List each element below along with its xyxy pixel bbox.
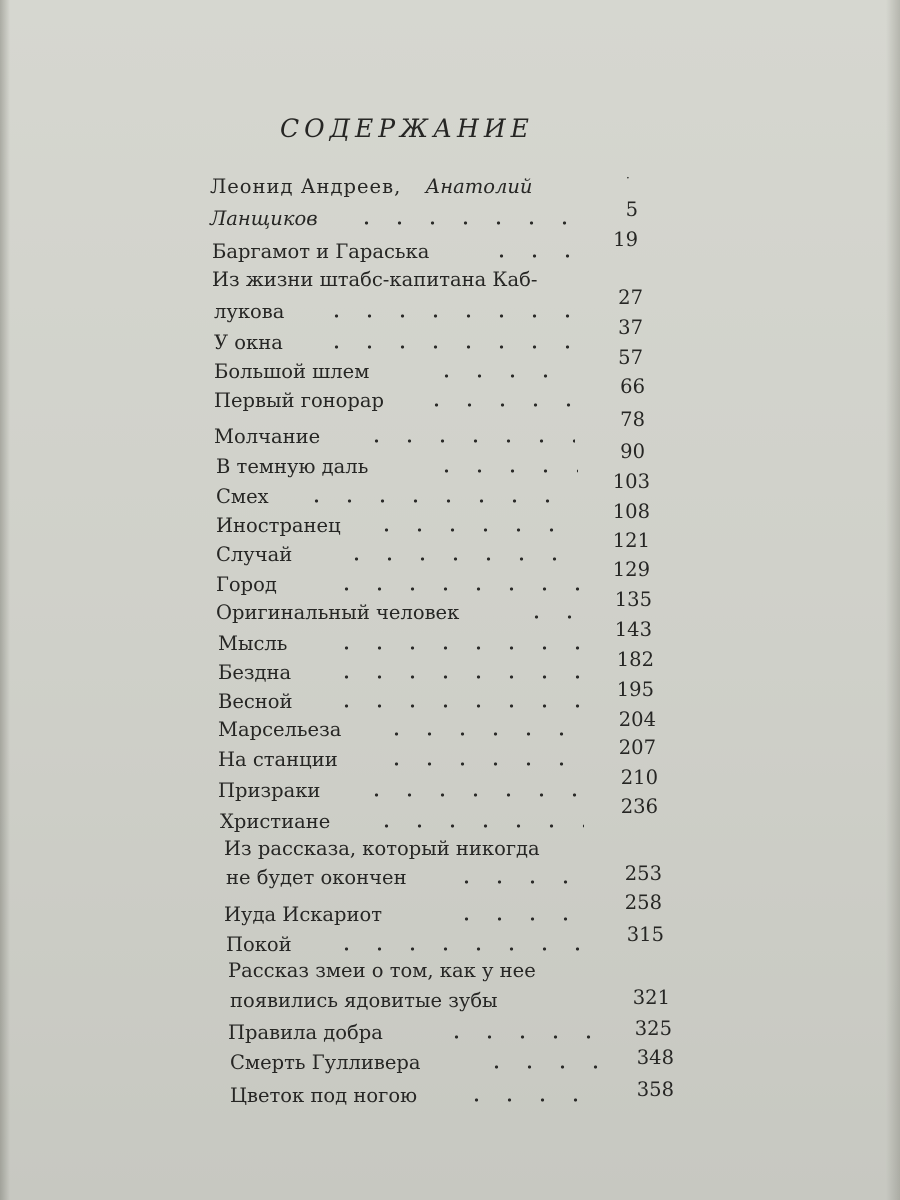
leader-dots <box>520 603 580 623</box>
page-number: 121 <box>612 529 650 552</box>
page-title: СОДЕРЖАНИЕ <box>280 114 534 143</box>
page-number: 210 <box>620 766 658 789</box>
toc-entry-title: Покой <box>226 933 292 956</box>
toc-entry-title: Первый гонорар <box>214 389 385 412</box>
leader-dots <box>370 812 584 832</box>
toc-entry-title: Смех <box>216 485 269 508</box>
toc-entry-title: Город <box>216 573 277 596</box>
leader-dots <box>485 242 575 262</box>
page-number: 66 <box>620 375 645 398</box>
toc-entry-title: Правила добра <box>228 1021 383 1044</box>
toc-entry-title: Весной <box>218 690 293 713</box>
toc-entry-title: Иностранец <box>216 514 341 537</box>
leader-dots <box>480 1053 600 1073</box>
leader-dots <box>320 333 575 353</box>
toc-entry-title-continuation: не будет окончен <box>226 866 407 889</box>
leader-dots <box>440 1023 600 1043</box>
leader-dots <box>340 545 578 565</box>
toc-entry-title: Марсельеза <box>218 718 342 741</box>
leader-dots <box>380 720 582 740</box>
page-number: 348 <box>636 1046 674 1069</box>
toc-entry-title: Мысль <box>218 632 288 655</box>
page-number: 253 <box>624 862 662 885</box>
page-number: 5 <box>625 198 638 221</box>
leader-dots <box>420 391 575 411</box>
toc-entry-title: Баргамот и Гараська <box>212 240 430 263</box>
page-number: 207 <box>618 736 656 759</box>
toc-entry-title: Из жизни штабс-капитана Каб- <box>212 268 538 291</box>
leader-dots <box>460 1086 604 1106</box>
page-number: 315 <box>626 923 664 946</box>
toc-entry-title: В темную даль <box>216 455 369 478</box>
page-number: 143 <box>614 618 652 641</box>
toc-entry-title: Иуда Искариот <box>224 903 383 926</box>
page-number: 358 <box>636 1078 674 1101</box>
leader-dots <box>330 692 582 712</box>
leader-dots <box>430 457 578 477</box>
toc-entry-title: Молчание <box>214 425 321 448</box>
toc-entry-title: Рассказ змеи о том, как у нее <box>228 959 536 982</box>
leader-dots <box>350 209 580 229</box>
leader-dots <box>450 905 588 925</box>
leader-dots <box>320 302 575 322</box>
leader-dots <box>370 516 578 536</box>
toc-intro-line2 <box>210 207 318 230</box>
page-number: 78 <box>620 408 645 431</box>
toc-entry-title: У окна <box>214 331 283 354</box>
page-number: 236 <box>620 795 658 818</box>
toc-entry-title: Бездна <box>218 661 292 684</box>
page-number: 103 <box>612 470 650 493</box>
toc-intro-name: Леонид Андреев, <box>210 175 402 198</box>
toc-entry-title: Призраки <box>218 779 321 802</box>
toc-entry-title: Цветок под ногою <box>230 1084 418 1107</box>
page-number: 135 <box>614 588 652 611</box>
page-number: 258 <box>624 891 662 914</box>
toc-entry-title: Христиане <box>220 810 331 833</box>
page-number: 90 <box>620 440 645 463</box>
leader-dots <box>330 663 582 683</box>
leader-dots <box>360 781 584 801</box>
leader-dots <box>330 634 580 654</box>
page-number: 182 <box>616 648 654 671</box>
leader-dots <box>590 991 600 1011</box>
toc-entry-title: Смерть Гулливера <box>230 1051 421 1074</box>
page-number: 321 <box>632 986 670 1009</box>
leader-dots <box>360 427 575 447</box>
page-number: 19 <box>613 228 638 251</box>
toc-entry-title: Оригинальный человек <box>216 601 460 624</box>
toc-intro-line1 <box>210 175 532 198</box>
toc-intro-author-first: Анатолий <box>425 175 533 198</box>
page-number: 325 <box>634 1017 672 1040</box>
leader-dots <box>330 575 580 595</box>
toc-entry-title: Случай <box>216 543 293 566</box>
page-number: 204 <box>618 708 656 731</box>
leader-dots <box>430 362 575 382</box>
page-number: 195 <box>616 678 654 701</box>
page-number: 129 <box>612 558 650 581</box>
toc-entry-title-continuation: появились ядовитые зубы <box>230 989 498 1012</box>
leader-dots <box>330 935 590 955</box>
toc-entry-title-continuation: лукова <box>214 300 285 323</box>
stray-mark: · <box>626 171 630 185</box>
leader-dots <box>450 868 586 888</box>
toc-entry-title: На станции <box>218 748 338 771</box>
leader-dots <box>380 750 584 770</box>
page-number: 37 <box>618 316 643 339</box>
toc-entry-title: Из рассказа, который никогда <box>224 837 540 860</box>
toc-intro-author-last: Ланщиков <box>210 207 318 230</box>
page-number: 108 <box>612 500 650 523</box>
toc-entry-title: Большой шлем <box>214 360 370 383</box>
leader-dots <box>300 487 578 507</box>
page-number: 57 <box>618 346 643 369</box>
page-number: 27 <box>618 286 643 309</box>
